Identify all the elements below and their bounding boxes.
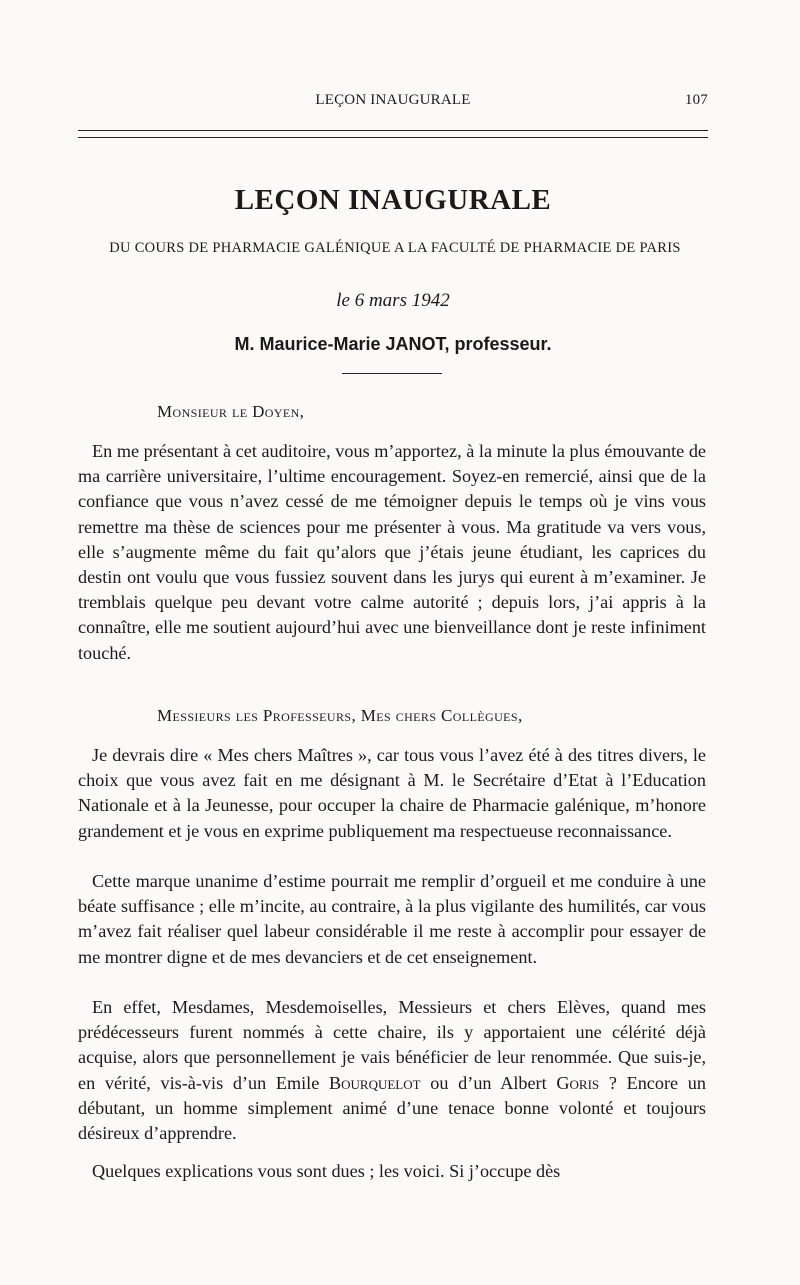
lecture-date: le 6 mars 1942 [336,290,450,311]
header-double-rule [78,130,708,138]
lecture-title: LEÇON INAUGURALE [234,184,552,216]
lecture-author: M. Maurice-Marie JANOT, professeur. [234,334,552,354]
body-paragraph-4 [78,995,706,1146]
paragraph-4-text-end: ? Encore un débutant, un homme simplement animé d’une tenace bonne volonté et toujours désireux d’apprendre. [78,1072,706,1144]
paragraph-4-text-start: En effet, Mesdames, Mesdemoiselles, Messieurs et chers Elèves, quand mes prédécesseurs furent nommés à cette chaire, ils y apportaient une célérité déjà acquise, alors que personnellement je vais bénéficier de leur renommée. Que suis-je, en vérité, vis-à-vis d’un Emile [78,997,706,1093]
page-number: 107 [684,92,708,108]
body-paragraph-1: En me présentant à cet auditoire, vous m’apportez, à la minute la plus émouvante de ma carrière universitaire, l’ultime encouragement. Soyez-en remercié, ainsi que de la confiance que vous n’avez cessé de me témoigner depuis le temps où je vins vous remettre ma thèse de sciences pour me présenter à vous. Ma gratitude va vers vous, elle s’augmente même du fait qu’alors que j’étais jeune étudiant, les caprices du destin ont voulu que vous fussiez souvent dans les jurys qui eurent à m’examiner. Je tremblais quelque peu devant votre calme autorité ; depuis lors, j’ai appris à la connaître, elle me soutient aujourd’hui avec une bienveillance dont je reste infiniment touché. [78,441,706,663]
title-separator-rule [342,373,442,374]
body-paragraph-2: Je devrais dire « Mes chers Maîtres », car tous vous l’avez été à des titres divers, le choix que vous avez fait en me désignant à M. le Secrétaire d’Etat à l’Education Nationale et à la Jeunesse, pour occuper la chaire de Pharmacie galénique, m’honore grandement et je vous en exprime publiquement ma respectueuse reconnaissance. [78,745,706,841]
body-paragraph-3: Cette marque unanime d’estime pourrait me remplir d’orgueil et me conduire à une béate suffisance ; elle m’incite, au contraire, à la plus vigilante des humilités, car vous m’avez fait réaliser quel labeur considérable il me reste à accomplir pour essayer de me montrer digne et de mes devanciers et de cet enseignement. [78,871,706,967]
name-bourquelot: Bourquelot [329,1072,421,1093]
running-header [78,92,708,112]
name-goris: Goris [556,1072,600,1093]
salutation-dean: Monsieur le Doyen, [157,402,305,421]
paragraph-4-text-middle: ou d’un Albert [420,1072,557,1093]
running-title: LEÇON INAUGURALE [315,92,471,108]
lecture-subtitle: DU COURS DE PHARMACIE GALÉNIQUE A LA FACULTÉ DE PHARMACIE DE PARIS [109,240,681,256]
salutation-professors: Messieurs les Professeurs, Mes chers Collègues, [157,706,523,725]
body-paragraph-5: Quelques explications vous sont dues ; les voici. Si j’occupe dès [92,1161,561,1181]
